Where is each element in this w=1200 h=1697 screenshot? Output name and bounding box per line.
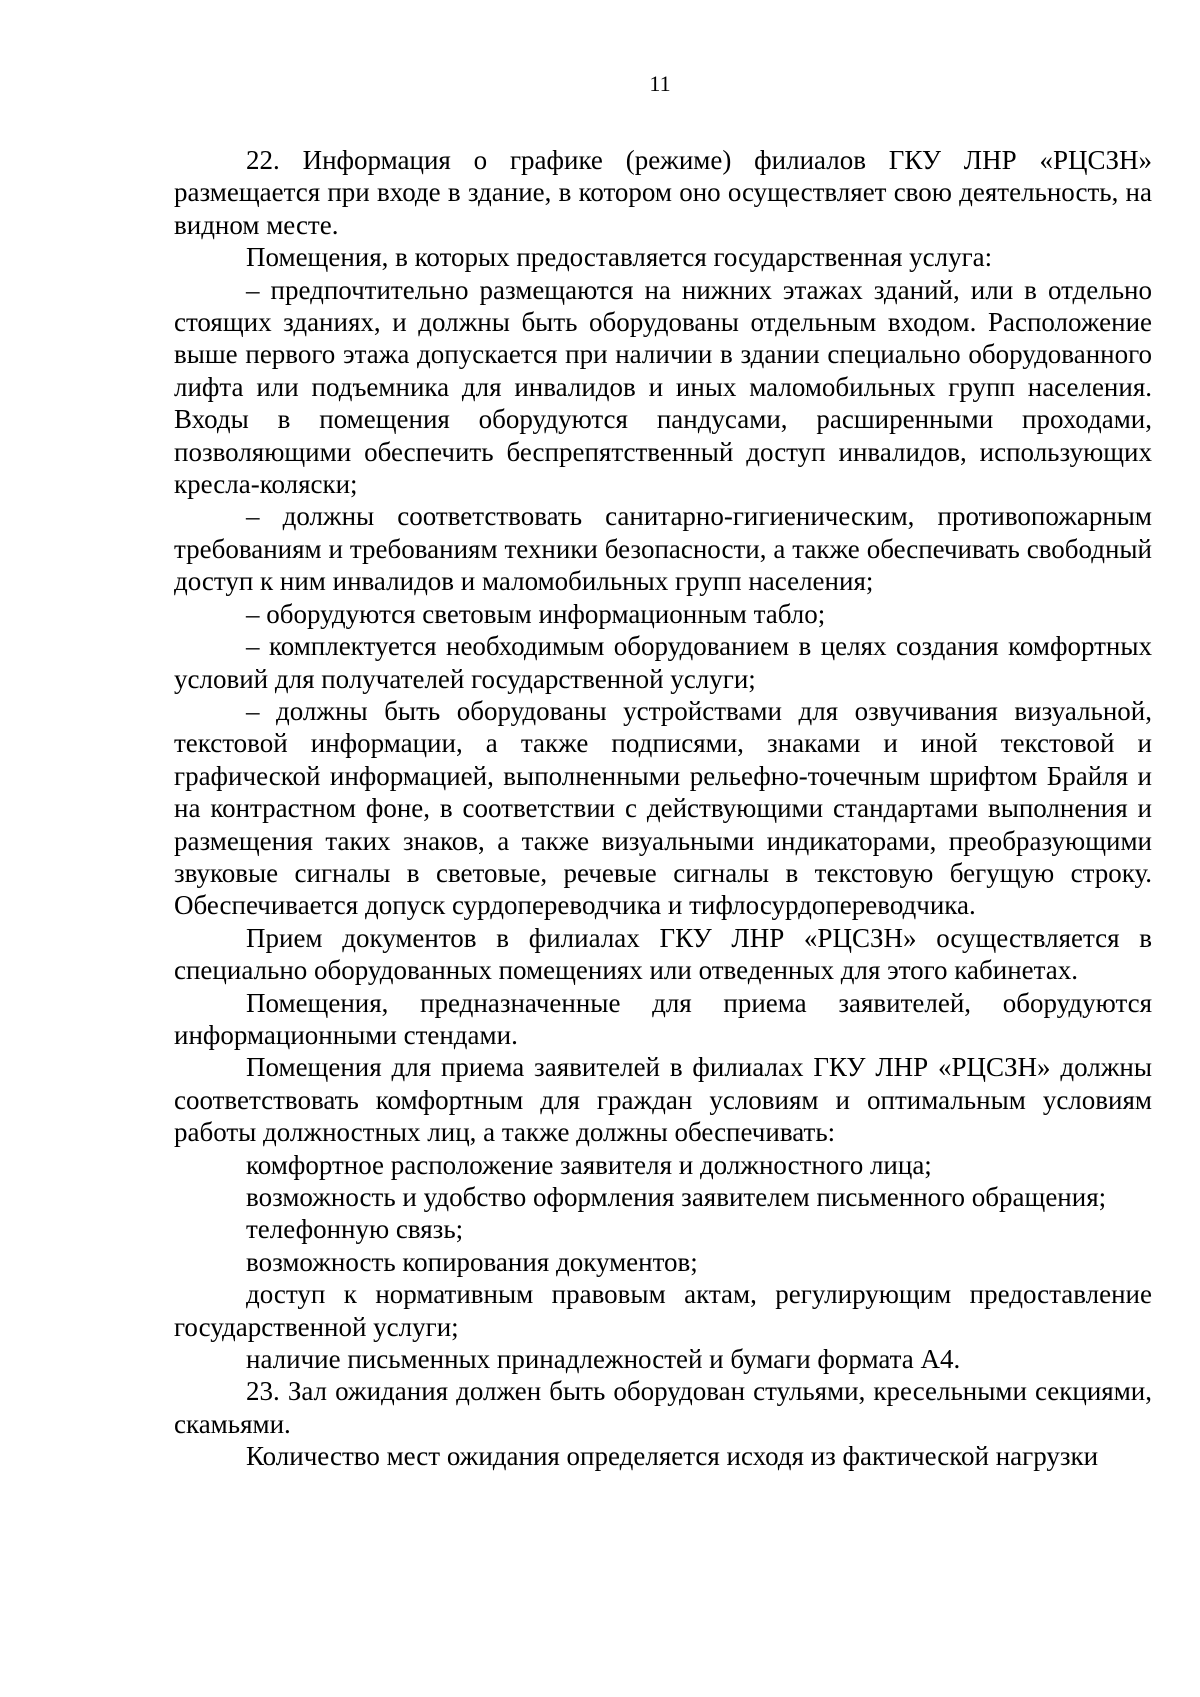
paragraph-waiting-seats: Количество мест ожидания определяется исходя из фактической нагрузки — [246, 1441, 1099, 1472]
paragraph-22-schedule-info: 22. Информация о графике (режиме) филиалов ГКУ ЛНР «РЦСЗН» размещается при входе в здание, в котором оно осуществляет свою деятельность, на видном месте. — [174, 145, 1152, 240]
paragraph-info-stands: Помещения, предназначенные для приема заявителей, оборудуются информационными стендами. — [174, 987, 1152, 1050]
paragraph-equipment: – комплектуется необходимым оборудованием в целях создания комфортных условий для получателей государственной услуги; — [174, 631, 1152, 694]
page-number: 11 — [649, 71, 671, 96]
list-item-legal-acts: доступ к нормативным правовым актам, регулирующим предоставление государственной услуги; — [174, 1279, 1152, 1342]
paragraph-document-reception: Прием документов в филиалах ГКУ ЛНР «РЦСЗН» осуществляется в специально оборудованных помещениях или отведенных для этого кабинетах. — [174, 922, 1152, 986]
paragraph-premises-intro: Помещения, в которых предоставляется государственная услуга: — [246, 242, 993, 273]
list-item-written-appeal: возможность и удобство оформления заявителем письменного обращения; — [246, 1182, 1107, 1212]
list-item-copying: возможность копирования документов; — [246, 1246, 698, 1277]
list-item-stationery: наличие письменных принадлежностей и бумаги формата А4. — [246, 1344, 961, 1375]
list-item-phone: телефонную связь; — [246, 1214, 464, 1245]
document-body — [174, 144, 1152, 1473]
list-item-comfortable-placement: комфортное расположение заявителя и должностного лица; — [246, 1149, 932, 1180]
paragraph-premises-requirements: – должны соответствовать санитарно-гигиеническим, противопожарным требованиям и требованиям техники безопасности, а также обеспечивать свободный доступ к ним инвалидов и маломобильных групп населения; — [174, 501, 1152, 597]
paragraph-light-board: – оборудуются световым информационным табло; — [246, 598, 826, 629]
paragraph-accessibility-devices: – должны быть оборудованы устройствами для озвучивания визуальной, текстовой информации, а также подписями, знаками и иной текстовой и графической информацией, выполненными рельефно-точечным шрифтом Брайля и на контрастном фоне, в соответствии с действующими стандартами выполнения и размещения таких знаков, а также визуальными индикаторами, преобразующими звуковые сигналы в световые, речевые сигналы в текстовую бегущую строку. Обеспечивается допуск сурдопереводчика и тифлосурдопереводчика. — [174, 695, 1152, 921]
paragraph-reception-conditions: Помещения для приема заявителей в филиалах ГКУ ЛНР «РЦСЗН» должны соответствовать комфортным для граждан условиям и оптимальным условиям работы должностных лиц, а также должны обеспечивать: — [174, 1052, 1152, 1148]
paragraph-23-waiting-hall: 23. Зал ожидания должен быть оборудован стульями, кресельными секциями, скамьями. — [174, 1376, 1152, 1439]
paragraph-premises-location: – предпочтительно размещаются на нижних этажах зданий, или в отдельно стоящих зданиях, и должны быть оборудованы отдельным входом. Расположение выше первого этажа допускается при наличии в здании специально оборудованного лифта или подъемника для инвалидов и иных маломобильных групп населения. Входы в помещения оборудуются пандусами, расширенными проходами, позволяющими обеспечить беспрепятственный доступ инвалидов, использующих кресла-коляски; — [174, 274, 1152, 500]
